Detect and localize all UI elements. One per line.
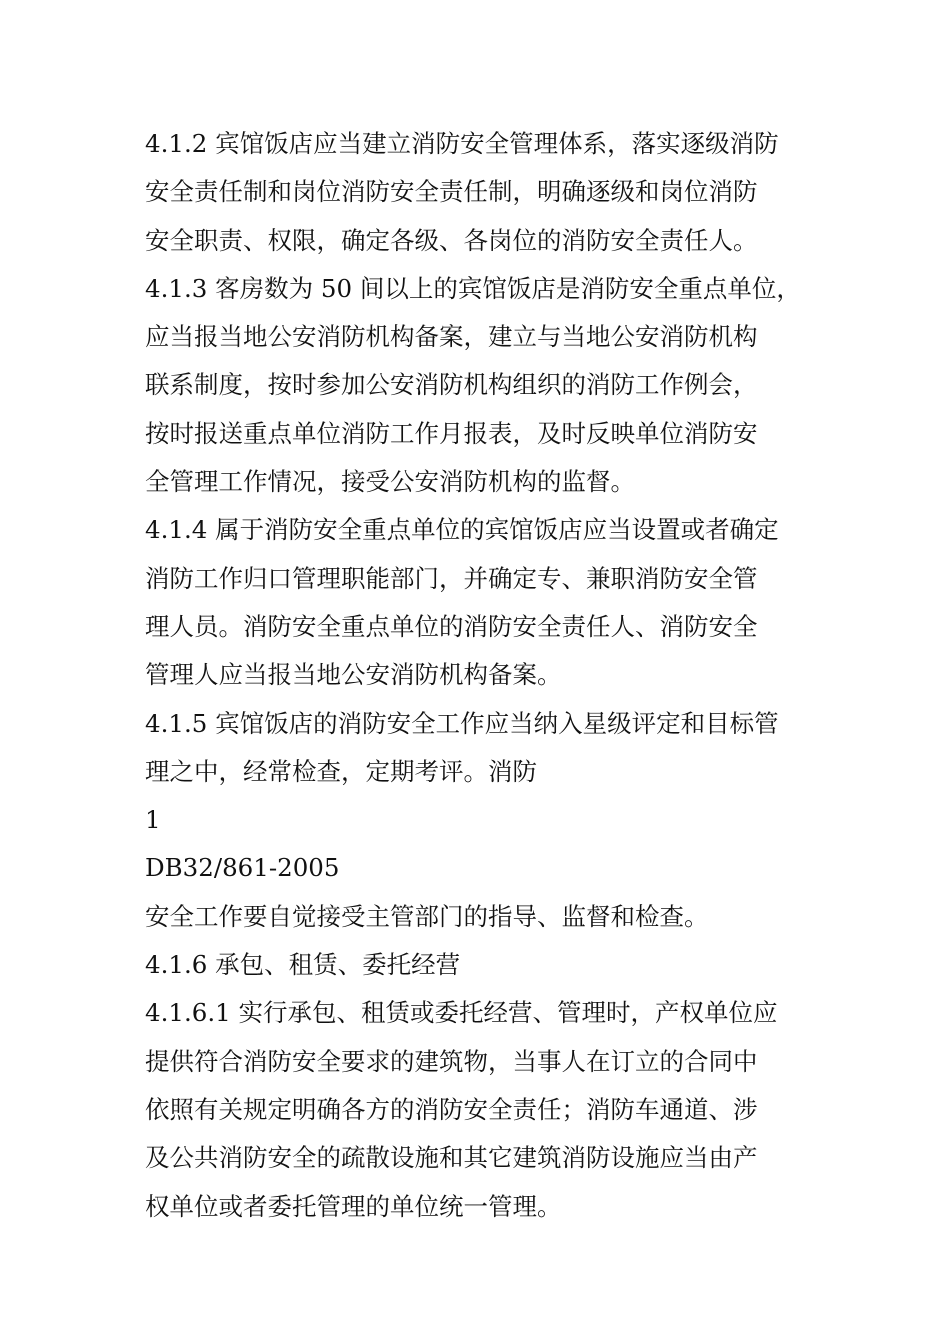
standard-code: DB32/861-2005: [145, 853, 340, 883]
text-line: 理人员。消防安全重点单位的消防安全责任人、消防安全: [145, 611, 758, 641]
text-line: 安全工作要自觉接受主管部门的指导、监督和检查。: [145, 901, 709, 931]
text-line: 及公共消防安全的疏散设施和其它建筑消防设施应当由产: [145, 1143, 758, 1173]
document-body: [145, 120, 805, 1231]
text-line: 4.1.6.1 实行承包、租赁或委托经营、管理时，产权单位应: [145, 998, 778, 1028]
text-line: 提供符合消防安全要求的建筑物，当事人在订立的合同中: [145, 1046, 758, 1076]
text-line: 权单位或者委托管理的单位统一管理。: [145, 1191, 562, 1221]
text-line: 安全职责、权限，确定各级、各岗位的消防安全责任人。: [145, 225, 758, 255]
text-line: 全管理工作情况，接受公安消防机构的监督。: [145, 467, 635, 497]
text-line: 4.1.2 宾馆饭店应当建立消防安全管理体系，落实逐级消防: [145, 129, 779, 158]
text-line: 依照有关规定明确各方的消防安全责任；消防车通道、涉: [145, 1094, 758, 1124]
text-line: 消防工作归口管理职能部门，并确定专、兼职消防安全管: [145, 563, 758, 593]
text-line: 4.1.5 宾馆饭店的消防安全工作应当纳入星级评定和目标管: [145, 708, 779, 738]
text-line: 管理人应当报当地公安消防机构备案。: [145, 660, 562, 690]
section-heading: 4.1.6 承包、租赁、委托经营: [145, 950, 461, 980]
text-line: 4.1.4 属于消防安全重点单位的宾馆饭店应当设置或者确定: [145, 515, 779, 545]
page-number: 1: [145, 805, 161, 835]
text-line: 按时报送重点单位消防工作月报表，及时反映单位消防安: [145, 418, 758, 448]
text-line: 安全责任制和岗位消防安全责任制，明确逐级和岗位消防: [145, 177, 758, 207]
text-line: 应当报当地公安消防机构备案，建立与当地公安消防机构: [145, 322, 758, 352]
text-line: 理之中，经常检查，定期考评。消防: [145, 756, 537, 786]
text-line: 4.1.3 客房数为 50 间以上的宾馆饭店是消防安全重点单位，: [145, 273, 801, 303]
text-line: 联系制度，按时参加公安消防机构组织的消防工作例会，: [145, 370, 758, 400]
